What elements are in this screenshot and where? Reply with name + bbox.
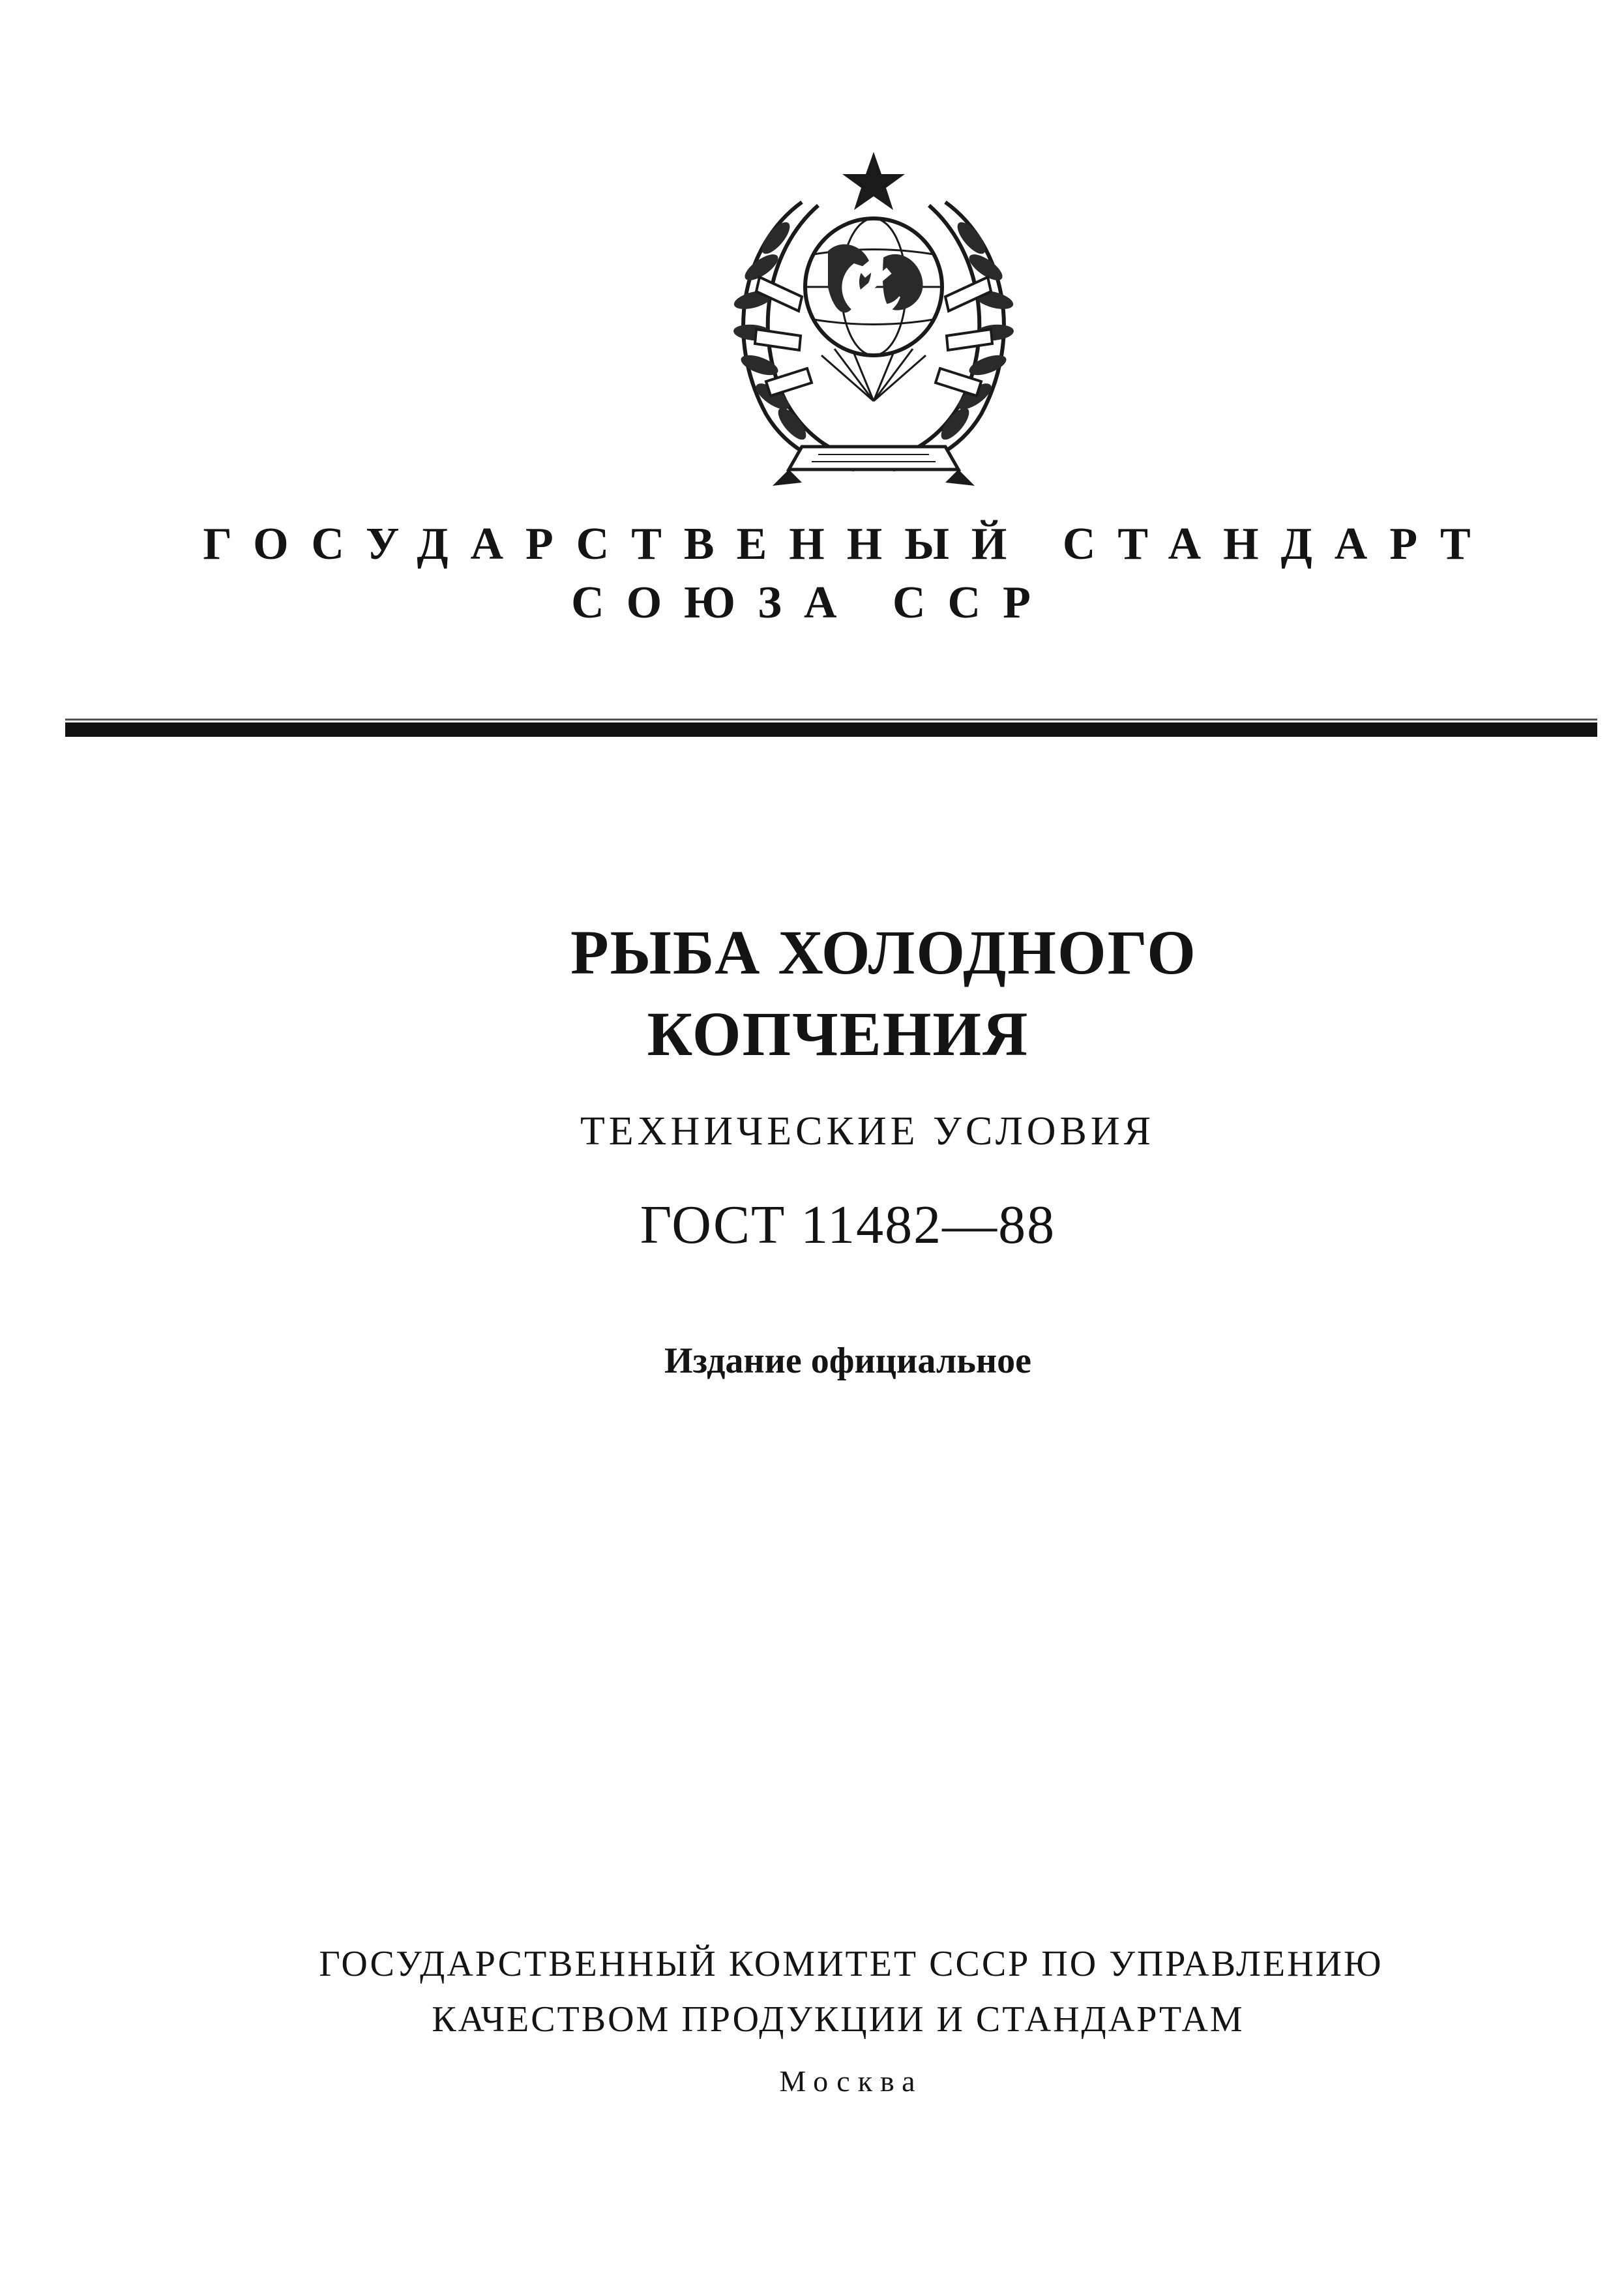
edition-note: Издание официальное: [664, 1341, 1031, 1381]
standard-number: ГОСТ 11482—88: [640, 1195, 1056, 1255]
publisher-city: Москва: [779, 2064, 923, 2098]
publisher-line2: КАЧЕСТВОМ ПРОДУКЦИИ И СТАНДАРТАМ: [432, 1999, 1245, 2040]
header-divider-thin: [65, 719, 1597, 721]
ussr-state-emblem-icon: [704, 140, 1043, 496]
header-divider: [65, 722, 1597, 737]
document-title-line2: КОПЧЕНИЯ: [647, 999, 1029, 1069]
document-title-line1: РЫБА ХОЛОДНОГО: [570, 917, 1197, 987]
standard-header-line1: ГОСУДАРСТВЕННЫЙ СТАНДАРТ: [203, 519, 1493, 569]
standard-header-line2: СОЮЗА ССР: [571, 578, 1053, 628]
publisher-line1: ГОСУДАРСТВЕННЫЙ КОМИТЕТ СССР ПО УПРАВЛЕНИЮ: [319, 1944, 1383, 1984]
document-subtitle: ТЕХНИЧЕСКИЕ УСЛОВИЯ: [580, 1109, 1155, 1153]
